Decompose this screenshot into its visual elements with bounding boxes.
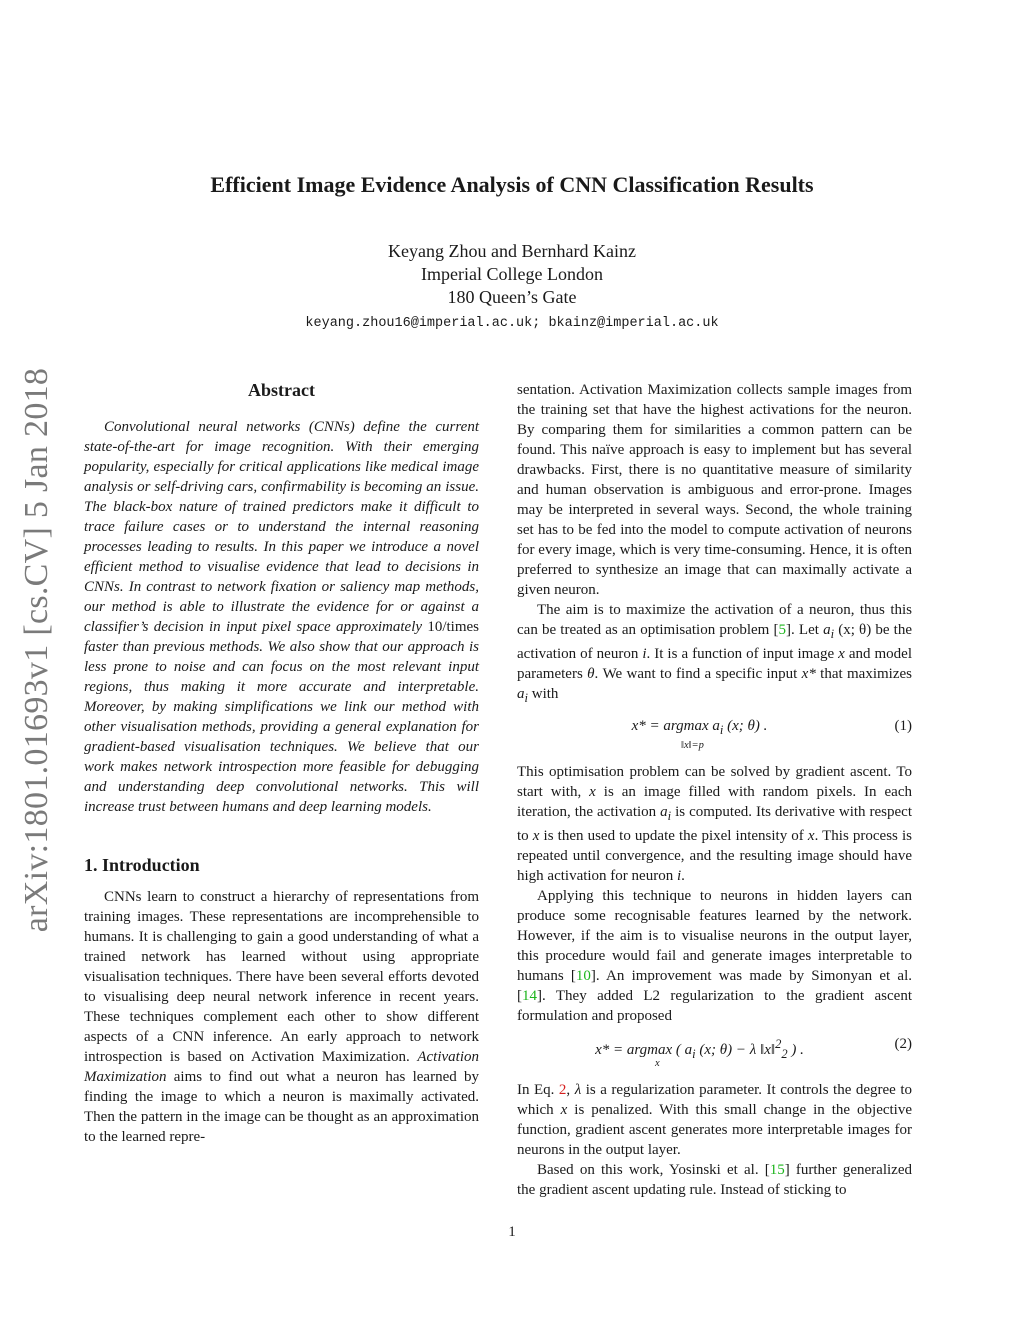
abstract-heading: Abstract bbox=[248, 380, 315, 400]
inline-math: i bbox=[676, 868, 682, 884]
emphasis-activation-maximization: Activation Maximization bbox=[84, 1049, 479, 1085]
inline-math: λ bbox=[574, 1082, 582, 1098]
equation-2 bbox=[517, 1028, 912, 1074]
inline-math: x* bbox=[801, 666, 816, 682]
inline-math: x bbox=[807, 828, 815, 844]
equation-2-subscript: x bbox=[655, 1058, 660, 1069]
inline-math: $a_i$ bbox=[517, 686, 528, 705]
page-number: 1 bbox=[508, 1224, 516, 1240]
arxiv-stamp bbox=[12, 367, 62, 933]
author-emails: keyang.zhou16@imperial.ac.uk; bkainz@imperial.ac.uk bbox=[305, 316, 719, 331]
equation-1-constraint: ‖x‖=p bbox=[681, 740, 704, 751]
equation-2-number: (2) bbox=[894, 1036, 912, 1052]
equation-link[interactable]: 2 bbox=[558, 1082, 567, 1098]
address: 180 Queen’s Gate bbox=[447, 287, 577, 307]
inline-math: $a_i$ (x; θ) bbox=[823, 622, 872, 641]
inline-math: $a_i$ bbox=[660, 804, 672, 823]
body-paragraph-5: In Eq. 2, λ is a regularization parameter. It controls the degree to which x is penalized. With this small change in the objective function, gradient ascent generates more interpretable images for neurons in the output layer. bbox=[517, 1082, 913, 1158]
equation-1-body: x* = argmax $a_i$ (x; θ) . bbox=[631, 718, 768, 737]
author-block bbox=[0, 240, 1024, 335]
abstract-text: Convolutional neural networks (CNNs) define the current state-of-the-art for image recognition. With their emerging popularity, especially for critical applications like medical image analysis or self-driving cars, confirmability is becoming an issue. The black-box nature of trained predictors make it difficult to trace failure cases or to understand the internal reasoning processes leading to results. In this paper we introduce a novel efficient method to visualise evidence that lead to decisions in CNNs. In contrast to network fixation or saliency map methods, our method is able to illustrate the evidence for or against a classifier’s decision in input pixel space approximately 10/times faster than previous methods. We also show that our approach is less prone to noise and can focus on the most relevant input regions, thus making it more accurate and interpretable. Moreover, by making simplifications we link our method with other visualisation methods, providing a general explanation for gradient-based visualisation techniques. We believe that our work makes network introspection more feasible for debugging and understanding deep convolutional networks. This will increase trust between humans and deep learning models. bbox=[84, 419, 479, 815]
arxiv-id-text: arXiv:1801.01693v1 [cs.CV] 5 Jan 2018 bbox=[18, 367, 56, 933]
body-paragraph-1: sentation. Activation Maximization collects sample images from the training set that have the highest activations for the neuron. By comparing them for similarities a common pattern can be found. This naïve approach is easy to implement but has several drawbacks. First, there is no quantitative measure of similarity and human observation is ambiguous and error-prone. Images may be interpreted in several ways. Second, the whole training set has to be fed into the model to compute activation of neurons for every image, which is very time-consuming. Hence, it is often preferred to synthesize an image that can maximally activate a given neuron. bbox=[517, 382, 912, 598]
equation-2-body: x* = argmax ( $a_i$ (x; θ) − λ ‖x‖$^2_2$ ) . bbox=[595, 1037, 804, 1061]
authors: Keyang Zhou and Bernhard Kainz bbox=[388, 241, 636, 261]
intro-paragraph: CNNs learn to construct a hierarchy of representations from training images. These representations are incomprehensible to humans. It is challenging to gain a good understanding of what a trained network has learned without using appropriate visualisation techniques. There have been several efforts devoted to visualising deep neural network inference in recent years. These techniques complement each other to show different aspects of a CNN inference. An early approach to network introspection is based on Activation Maximization. Activation Maximization aims to find out what a neuron has learned by finding the image to which a neuron is maximally activated. Then the pattern in the image can be thought as an approximation to the learned repre- bbox=[84, 889, 479, 1145]
affiliation: Imperial College London bbox=[421, 264, 603, 284]
section-heading-introduction: 1. Introduction bbox=[84, 855, 200, 875]
equation-1-number: (1) bbox=[894, 718, 912, 734]
inline-math: 10/times bbox=[427, 619, 479, 635]
body-paragraph-4: Applying this technique to neurons in hidden layers can produce some recognisable features learned by the network. However, if the aim is to visualise neurons in the output layer, this procedure would fail and generate images interpretable to humans [10]. An improvement was made by Simonyan et al. [14]. They added L2 regularization to the gradient ascent formulation and proposed bbox=[517, 888, 912, 1024]
inline-math: θ bbox=[587, 666, 595, 682]
body-paragraph-3: This optimisation problem can be solved by gradient ascent. To start with, x is an image filled with random pixels. In each iteration, the activation $a_i$ is computed. Its derivative with respect to x is then used to update the pixel intensity of x. This process is repeated until convergence, and the resulting image should have high activation for neuron i. bbox=[517, 764, 912, 884]
right-column bbox=[517, 380, 912, 1200]
left-column bbox=[84, 380, 479, 1147]
body-paragraph-2: The aim is to maximize the activation of a neuron, thus this can be treated as an optimisation problem [5]. Let $a_i$ (x; θ) be the activation of neuron i. It is a function of input image x and model parameters θ. We want to find a specific input x* that maximizes $a_i$ with bbox=[517, 602, 912, 705]
paper-title: Efficient Image Evidence Analysis of CNN Classification Results bbox=[210, 172, 814, 197]
body-paragraph-6: Based on this work, Yosinski et al. [15] further generalized the gradient ascent updating rule. Instead of sticking to bbox=[517, 1162, 912, 1198]
inline-math: x bbox=[532, 828, 540, 844]
inline-math: x bbox=[560, 1102, 568, 1118]
citation-link[interactable]: 15 bbox=[769, 1162, 785, 1178]
citation-link[interactable]: 10 bbox=[575, 968, 591, 984]
inline-math: i bbox=[642, 646, 647, 662]
inline-math: x bbox=[838, 646, 845, 662]
inline-math: x bbox=[589, 784, 596, 800]
citation-link[interactable]: 5 bbox=[778, 622, 787, 638]
equation-1 bbox=[517, 710, 912, 756]
citation-link[interactable]: 14 bbox=[522, 988, 537, 1004]
